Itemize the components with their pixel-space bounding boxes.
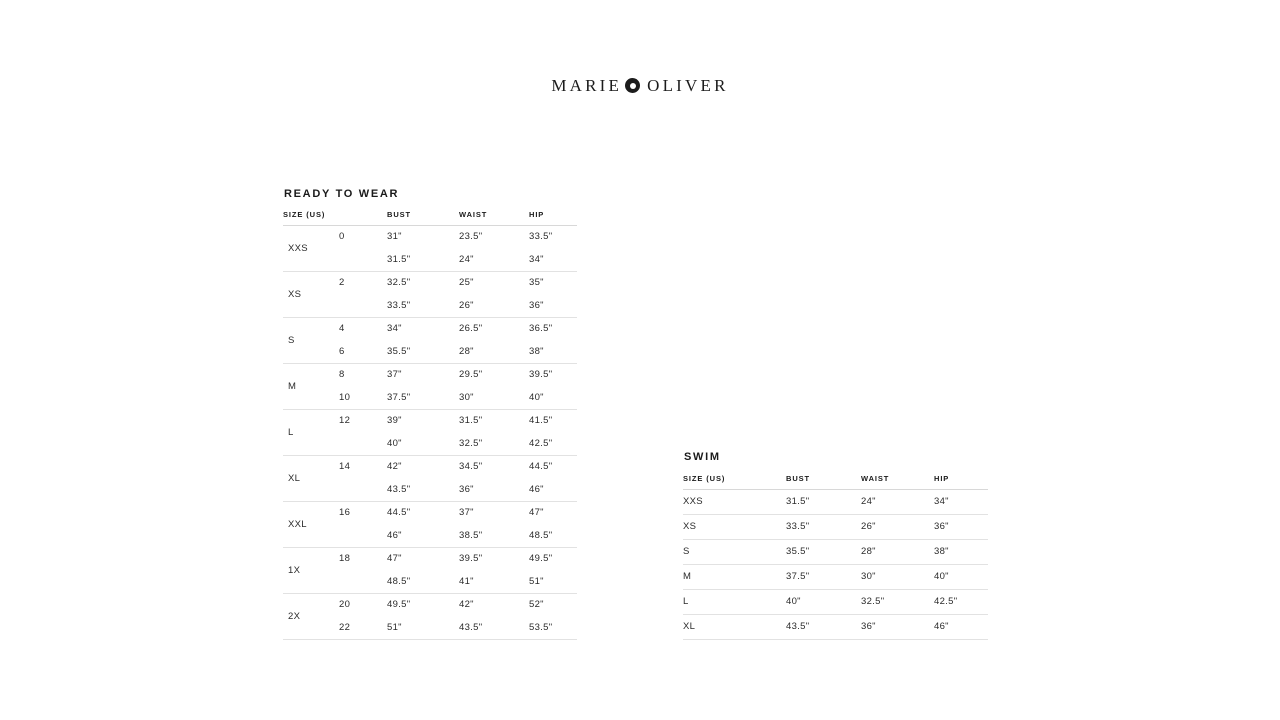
cell-hip: 35" 36" (529, 277, 544, 311)
cell-bust: 35.5" (786, 546, 810, 557)
cell-size: S (683, 546, 690, 557)
cell-waist: 34.5" 36" (459, 461, 483, 495)
cell-waist: 28" (861, 546, 876, 557)
cell-hip: 40" (934, 571, 949, 582)
cell-numeric: 2 (339, 277, 345, 288)
cell-hip: 52" 53.5" (529, 599, 553, 633)
cell-hip: 38" (934, 546, 949, 557)
brand-logo (0, 76, 1280, 96)
table-header-row (283, 210, 577, 226)
cell-waist: 32.5" (861, 596, 885, 607)
cell-bust: 31" 31.5" (387, 231, 411, 265)
table-row (283, 226, 577, 272)
cell-waist: 31.5" 32.5" (459, 415, 483, 449)
table-row (283, 410, 577, 456)
cell-size: XXL (288, 519, 307, 530)
table-row (683, 615, 988, 640)
cell-waist: 36" (861, 621, 876, 632)
cell-bust: 44.5" 46" (387, 507, 411, 541)
cell-size: 2X (288, 611, 301, 622)
column-header-size: SIZE (US) (683, 474, 786, 490)
column-header-waist: WAIST (459, 210, 529, 226)
cell-hip: 34" (934, 496, 949, 507)
cell-bust: 34" 35.5" (387, 323, 411, 357)
table-row (683, 590, 988, 615)
swim-table (683, 474, 988, 640)
table-row (283, 364, 577, 410)
cell-bust: 39" 40" (387, 415, 402, 449)
table-row (283, 318, 577, 364)
table-row (683, 515, 988, 540)
cell-numeric: 8 10 (339, 369, 351, 403)
cell-size: M (683, 571, 692, 582)
cell-bust: 32.5" 33.5" (387, 277, 411, 311)
cell-numeric: 16 (339, 507, 351, 518)
cell-hip: 47" 48.5" (529, 507, 553, 541)
cell-size: XXS (683, 496, 703, 507)
cell-hip: 46" (934, 621, 949, 632)
cell-hip: 42.5" (934, 596, 958, 607)
cell-waist: 29.5" 30" (459, 369, 483, 403)
cell-waist: 26" (861, 521, 876, 532)
cell-size: S (288, 335, 295, 346)
cell-bust: 49.5" 51" (387, 599, 411, 633)
cell-size: XS (288, 289, 302, 300)
column-header-waist: WAIST (861, 474, 934, 490)
cell-size: 1X (288, 565, 301, 576)
table-row (283, 548, 577, 594)
swim-title: SWIM (684, 451, 721, 463)
table-row (683, 540, 988, 565)
cell-bust: 31.5" (786, 496, 810, 507)
table-row (683, 565, 988, 590)
cell-size: L (683, 596, 689, 607)
table-row (283, 272, 577, 318)
cell-numeric: 14 (339, 461, 351, 472)
cell-hip: 36.5" 38" (529, 323, 553, 357)
column-header-hip: HIP (529, 210, 577, 226)
table-row (283, 594, 577, 640)
column-header-hip: HIP (934, 474, 988, 490)
cell-bust: 33.5" (786, 521, 810, 532)
cell-size: XXS (288, 243, 308, 254)
cell-size: L (288, 427, 294, 438)
brand-word-left: MARIE (551, 76, 623, 95)
cell-waist: 37" 38.5" (459, 507, 483, 541)
cell-numeric: 18 (339, 553, 351, 564)
cell-size: XS (683, 521, 697, 532)
cell-waist: 39.5" 41" (459, 553, 483, 587)
cell-bust: 37" 37.5" (387, 369, 411, 403)
cell-waist: 24" (861, 496, 876, 507)
cell-hip: 39.5" 40" (529, 369, 553, 403)
cell-hip: 49.5" 51" (529, 553, 553, 587)
cell-numeric: 12 (339, 415, 351, 426)
cell-size: M (288, 381, 297, 392)
column-header-size: SIZE (US) (283, 210, 339, 226)
cell-bust: 37.5" (786, 571, 810, 582)
cell-hip: 41.5" 42.5" (529, 415, 553, 449)
ready-to-wear-title: READY TO WEAR (284, 188, 400, 200)
column-header-bust: BUST (387, 210, 459, 226)
brand-word-right: OLIVER (647, 76, 729, 95)
table-header-row (683, 474, 988, 490)
cell-size: XL (683, 621, 696, 632)
column-header-bust: BUST (786, 474, 861, 490)
cell-numeric: 20 22 (339, 599, 351, 633)
cell-waist: 25" 26" (459, 277, 474, 311)
cell-waist: 42" 43.5" (459, 599, 483, 633)
table-row (283, 502, 577, 548)
cell-bust: 47" 48.5" (387, 553, 411, 587)
cell-waist: 23.5" 24" (459, 231, 483, 265)
table-row (283, 456, 577, 502)
cell-numeric: 0 (339, 231, 345, 242)
cell-hip: 33.5" 34" (529, 231, 553, 265)
column-header-numeric (339, 210, 387, 226)
circle-dot-logo-icon (625, 78, 640, 93)
cell-bust: 40" (786, 596, 801, 607)
cell-waist: 30" (861, 571, 876, 582)
ready-to-wear-table (283, 210, 577, 640)
cell-waist: 26.5" 28" (459, 323, 483, 357)
cell-size: XL (288, 473, 301, 484)
cell-bust: 43.5" (786, 621, 810, 632)
cell-hip: 44.5" 46" (529, 461, 553, 495)
cell-bust: 42" 43.5" (387, 461, 411, 495)
table-row (683, 490, 988, 515)
cell-hip: 36" (934, 521, 949, 532)
cell-numeric: 4 6 (339, 323, 345, 357)
